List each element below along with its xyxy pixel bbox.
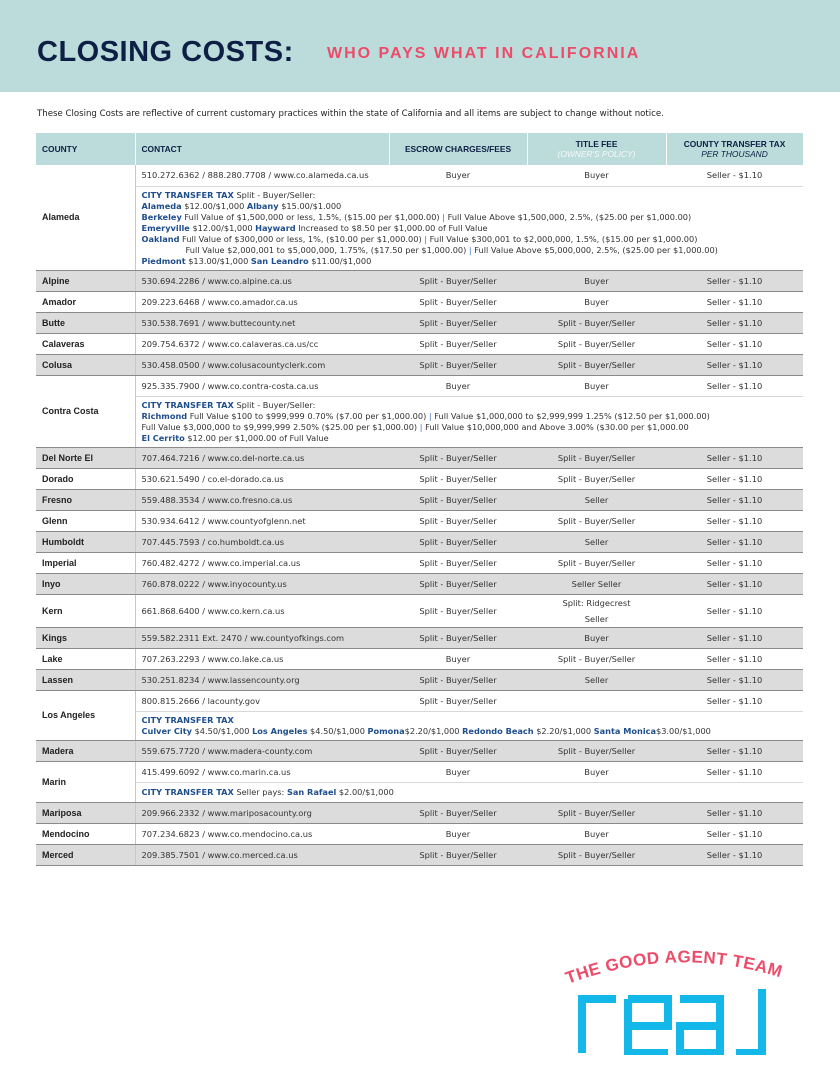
title-fee-value: Seller [527, 669, 666, 690]
escrow-value: Split - Buyer/Seller [389, 594, 527, 627]
table-row [36, 312, 803, 333]
county-name: Dorado [36, 468, 135, 489]
title-fee-value: Split - Buyer/Seller [527, 354, 666, 375]
transfer-tax-value: Seller - $1.10 [666, 375, 803, 396]
county-name: Imperial [36, 552, 135, 573]
note-label: CITY TRANSFER TAX [141, 399, 234, 410]
contact-info: 530.934.6412 / www.countyofglenn.net [135, 510, 389, 531]
escrow-value: Split - Buyer/Seller [389, 333, 527, 354]
county-name: Los Angeles [36, 690, 135, 740]
real-brand-logo [572, 985, 772, 1055]
contact-info: 707.445.7593 / co.humboldt.ca.us [135, 531, 389, 552]
escrow-value: Split - Buyer/Seller [389, 552, 527, 573]
transfer-tax-value: Seller - $1.10 [666, 489, 803, 510]
title-fee-value: Seller [527, 489, 666, 510]
transfer-tax-value: Seller - $1.10 [666, 270, 803, 291]
page-subtitle: WHO PAYS WHAT IN CALIFORNIA [327, 45, 641, 62]
escrow-value: Buyer [389, 761, 527, 782]
escrow-value: Split - Buyer/Seller [389, 312, 527, 333]
escrow-value: Buyer [389, 375, 527, 396]
table-row [36, 594, 803, 627]
transfer-tax-value: Seller - $1.10 [666, 333, 803, 354]
contact-info: 530.621.5490 / co.el-dorado.ca.us [135, 468, 389, 489]
transfer-tax-value: Seller - $1.10 [666, 165, 803, 186]
table-row [36, 690, 803, 711]
contact-info: 415.499.6092 / www.co.marin.ca.us [135, 761, 389, 782]
county-name: Madera [36, 740, 135, 761]
note-text: Full Value $1,000,000 to $2,999,999 1.25% ($12.50 per $1,000.00) [431, 410, 710, 421]
note-text: Seller pays: [233, 786, 287, 797]
note-text: Full Value Above $5,000,000, 2.5%, ($25.00 per $1,000.00) [471, 244, 718, 255]
logo-tagline: THE GOOD AGENT TEAM [562, 948, 785, 988]
county-name: Inyo [36, 573, 135, 594]
escrow-value: Split - Buyer/Seller [389, 270, 527, 291]
note-city: El Cerrito [141, 432, 185, 443]
note-text: Full Value of $1,500,000 or less, 1.5%, ($15.00 per $1,000.00) [181, 211, 443, 222]
title-fee-value: Buyer [527, 375, 666, 396]
table-row [36, 823, 803, 844]
note-separator: | [442, 211, 445, 222]
county-name: Colusa [36, 354, 135, 375]
title-fee-value: Buyer [527, 165, 666, 186]
transfer-tax-value: Seller - $1.10 [666, 468, 803, 489]
escrow-value: Split - Buyer/Seller [389, 740, 527, 761]
county-name: Mariposa [36, 802, 135, 823]
note-text: $13.00/$1,000 [185, 255, 251, 266]
note-separator: | [419, 421, 423, 432]
transfer-tax-value: Seller - $1.10 [666, 291, 803, 312]
city-transfer-tax-note [135, 782, 803, 802]
title-fee-value: Split - Buyer/Seller [527, 844, 666, 865]
note-text: $11.00/$1,000 [308, 255, 372, 266]
note-city: San Rafael [286, 786, 337, 797]
table-row [36, 531, 803, 552]
escrow-value: Split - Buyer/Seller [389, 489, 527, 510]
escrow-value: Split - Buyer/Seller [389, 802, 527, 823]
note-city: Los Angeles [252, 725, 308, 736]
contact-info: 530.694.2286 / www.co.alpine.ca.us [135, 270, 389, 291]
transfer-tax-sublabel: PER THOUSAND [701, 149, 768, 159]
title-fee-value: Split - Buyer/Seller [527, 510, 666, 531]
county-name: Contra Costa [36, 375, 135, 447]
note-text: $4.50/$1,000 [307, 725, 368, 736]
county-name: Glenn [36, 510, 135, 531]
city-transfer-tax-note [135, 186, 803, 270]
escrow-value: Split - Buyer/Seller [389, 690, 527, 711]
transfer-tax-value: Seller - $1.10 [666, 761, 803, 782]
col-header-county: COUNTY [36, 133, 135, 165]
note-text: Split - Buyer/Seller: [233, 189, 316, 200]
county-name: Fresno [36, 489, 135, 510]
title-fee-value [527, 690, 666, 711]
transfer-tax-value: Seller - $1.10 [666, 823, 803, 844]
title-fee-value: Buyer [527, 761, 666, 782]
escrow-value: Split - Buyer/Seller [389, 573, 527, 594]
transfer-tax-value: Seller - $1.10 [666, 552, 803, 573]
note-label: CITY TRANSFER TAX [141, 786, 234, 797]
county-name: Merced [36, 844, 135, 865]
contact-info: 760.878.0222 / www.inyocounty.us [135, 573, 389, 594]
county-name: Calaveras [36, 333, 135, 354]
note-separator: | [424, 233, 428, 244]
transfer-tax-value: Seller - $1.10 [666, 312, 803, 333]
title-fee-label: TITLE FEE [575, 139, 618, 149]
table-row-note [36, 782, 803, 802]
escrow-value: Split - Buyer/Seller [389, 627, 527, 648]
note-city: Redondo Beach [462, 725, 534, 736]
escrow-value: Split - Buyer/Seller [389, 291, 527, 312]
table-row [36, 761, 803, 782]
county-name: Amador [36, 291, 135, 312]
note-text: $2.00/$1,000 [336, 786, 394, 797]
note-text: $12.00/$1,000 [181, 200, 247, 211]
note-text: $2.20/$1,000 [404, 725, 463, 736]
contact-info: 760.482.4272 / www.co.imperial.ca.us [135, 552, 389, 573]
table-row [36, 447, 803, 468]
title-fee-line: Seller [584, 613, 609, 624]
title-fee-value: Seller Seller [527, 573, 666, 594]
table-row [36, 627, 803, 648]
table-row [36, 270, 803, 291]
county-name: Humboldt [36, 531, 135, 552]
escrow-value: Split - Buyer/Seller [389, 844, 527, 865]
title-fee-value: Split - Buyer/Seller [527, 740, 666, 761]
table-row [36, 802, 803, 823]
transfer-tax-value: Seller - $1.10 [666, 354, 803, 375]
contact-info: 209.385.7501 / www.co.merced.ca.us [135, 844, 389, 865]
title-fee-value: Split - Buyer/Seller [527, 333, 666, 354]
city-transfer-tax-note [135, 396, 803, 447]
title-fee-value: Buyer [527, 627, 666, 648]
title-fee-value: Split - Buyer/Seller [527, 468, 666, 489]
contact-info: 800.815.2666 / lacounty.gov [135, 690, 389, 711]
transfer-tax-value: Seller - $1.10 [666, 447, 803, 468]
transfer-tax-value: Seller - $1.10 [666, 802, 803, 823]
note-text: Full Value $3,000,000 to $9,999,999 2.50% ($25.00 per $1,000.00) [141, 421, 420, 432]
escrow-value: Buyer [389, 648, 527, 669]
contact-info: 510.272.6362 / 888.280.7708 / www.co.alameda.ca.us [135, 165, 389, 186]
note-text: $12.00/$1,000 [189, 222, 256, 233]
contact-info: 559.582.2311 Ext. 2470 / ww.countyofkings.com [135, 627, 389, 648]
title-fee-value: Seller [527, 531, 666, 552]
note-label: CITY TRANSFER TAX [141, 189, 234, 200]
escrow-value: Split - Buyer/Seller [389, 669, 527, 690]
county-name: Lassen [36, 669, 135, 690]
table-row [36, 844, 803, 865]
transfer-tax-value: Seller - $1.10 [666, 690, 803, 711]
note-city: Albany [246, 200, 279, 211]
title-fee-value: Split - Buyer/Seller [527, 447, 666, 468]
title-fee-value: Buyer [527, 270, 666, 291]
county-name: Alameda [36, 165, 135, 270]
note-city: Santa Monica [593, 725, 657, 736]
note-city: San Leandro [250, 255, 309, 266]
contact-info: 209.223.6468 / www.co.amador.ca.us [135, 291, 389, 312]
note-city: Oakland [141, 233, 180, 244]
escrow-value: Buyer [389, 165, 527, 186]
transfer-tax-value: Seller - $1.10 [666, 844, 803, 865]
county-name: Kings [36, 627, 135, 648]
note-text: Full Value $300,001 to $2,000,000, 1.5%, ($15.00 per $1,000.00) [427, 233, 698, 244]
note-text: $3.00/$1,000 [656, 725, 711, 736]
note-text: Full Value $100 to $999,999 0.70% ($7.00 per $1,000.00) [187, 410, 429, 421]
note-text: $2.20/$1,000 [533, 725, 594, 736]
col-header-contact: CONTACT [135, 133, 389, 165]
table-row [36, 291, 803, 312]
col-header-title-fee [527, 133, 666, 165]
contact-info: 707.234.6823 / www.co.mendocino.ca.us [135, 823, 389, 844]
table-row [36, 648, 803, 669]
county-name: Del Norte El [36, 447, 135, 468]
transfer-tax-value: Seller - $1.10 [666, 594, 803, 627]
contact-info: 530.251.8234 / www.lassencounty.org [135, 669, 389, 690]
contact-info: 661.868.6400 / www.co.kern.ca.us [135, 594, 389, 627]
escrow-value: Buyer [389, 823, 527, 844]
contact-info: 707.263.2293 / www.co.lake.ca.us [135, 648, 389, 669]
contact-info: 925.335.7900 / www.co.contra-costa.ca.us [135, 375, 389, 396]
transfer-tax-value: Seller - $1.10 [666, 648, 803, 669]
note-text: Full Value of $300,000 or less, 1%, ($10.00 per $1,000.00) [179, 233, 425, 244]
note-text: Full Value $10,000,000 and Above 3.00% ($30.00 per $1,000.00 [422, 421, 689, 432]
title-fee-value: Split - Buyer/Seller [527, 552, 666, 573]
note-text: $15.00/$1.000 [278, 200, 342, 211]
title-fee-value: Buyer [527, 823, 666, 844]
table-row [36, 740, 803, 761]
contact-info: 559.488.3534 / www.co.fresno.ca.us [135, 489, 389, 510]
contact-info: 209.966.2332 / www.mariposacounty.org [135, 802, 389, 823]
contact-info: 530.538.7691 / www.buttecounty.net [135, 312, 389, 333]
note-label: CITY TRANSFER TAX [141, 714, 234, 725]
note-city: Culver City [141, 725, 192, 736]
table-row [36, 354, 803, 375]
escrow-value: Split - Buyer/Seller [389, 354, 527, 375]
note-city: Pomona [367, 725, 405, 736]
contact-info: 559.675.7720 / www.madera-county.com [135, 740, 389, 761]
disclaimer-text: These Closing Costs are reflective of current customary practices within the state of California and all items are subject to change without notice. [37, 109, 664, 119]
escrow-value: Split - Buyer/Seller [389, 447, 527, 468]
table-row [36, 552, 803, 573]
note-text: Split - Buyer/Seller: [233, 399, 316, 410]
county-name: Alpine [36, 270, 135, 291]
transfer-tax-value: Seller - $1.10 [666, 627, 803, 648]
real-wordmark-icon [582, 989, 762, 1053]
table-row [36, 510, 803, 531]
title-fee-value: Split - Buyer/Seller [527, 312, 666, 333]
city-transfer-tax-note [135, 711, 803, 740]
transfer-tax-value: Seller - $1.10 [666, 510, 803, 531]
table-header-row [36, 133, 803, 165]
note-city: Berkeley [141, 211, 182, 222]
county-name: Marin [36, 761, 135, 802]
page-title: CLOSING COSTS: [37, 36, 294, 68]
escrow-value: Split - Buyer/Seller [389, 468, 527, 489]
note-separator: | [468, 244, 472, 255]
table-row [36, 468, 803, 489]
county-name: Kern [36, 594, 135, 627]
col-header-escrow: ESCROW CHARGES/FEES [389, 133, 527, 165]
good-agent-team-logo [560, 948, 790, 988]
table-row [36, 573, 803, 594]
title-fee-line: Split: Ridgecrest [562, 597, 631, 608]
escrow-value: Split - Buyer/Seller [389, 510, 527, 531]
transfer-tax-value: Seller - $1.10 [666, 573, 803, 594]
contact-info: 707.464.7216 / www.co.del-norte.ca.us [135, 447, 389, 468]
note-city: Richmond [141, 410, 188, 421]
title-fee-value: Buyer [527, 291, 666, 312]
table-row-note [36, 396, 803, 447]
transfer-tax-label: COUNTY TRANSFER TAX [683, 139, 786, 149]
transfer-tax-value: Seller - $1.10 [666, 669, 803, 690]
transfer-tax-value: Seller - $1.10 [666, 740, 803, 761]
title-fee-value: Split - Buyer/Seller [527, 802, 666, 823]
closing-costs-table [36, 133, 804, 866]
title-fee-value [527, 594, 666, 627]
county-name: Lake [36, 648, 135, 669]
note-text: $4.50/$1,000 [192, 725, 253, 736]
note-city: Piedmont [141, 255, 186, 266]
contact-info: 530.458.0500 / www.colusacountyclerk.com [135, 354, 389, 375]
note-text: $12.00 per $1,000.00 of Full Value [184, 432, 329, 443]
escrow-value: Split - Buyer/Seller [389, 531, 527, 552]
note-separator: | [428, 410, 432, 421]
county-name: Butte [36, 312, 135, 333]
col-header-transfer-tax [666, 133, 803, 165]
title-fee-value: Split - Buyer/Seller [527, 648, 666, 669]
table-row [36, 165, 803, 186]
county-name: Mendocino [36, 823, 135, 844]
table-row [36, 669, 803, 690]
note-city: Hayward [255, 222, 296, 233]
note-text: Full Value $2,000,001 to $5,000,000, 1.75%, ($17.50 per $1,000.00) [185, 244, 469, 255]
title-fee-sublabel: (OWNER'S POLICY) [557, 149, 636, 159]
contact-info: 209.754.6372 / www.co.calaveras.ca.us/cc [135, 333, 389, 354]
table-row [36, 375, 803, 396]
note-city: Alameda [141, 200, 182, 211]
table-row [36, 333, 803, 354]
table-row-note [36, 711, 803, 740]
note-text: Increased to $8.50 per $1,000.00 of Full Value [295, 222, 488, 233]
note-text: Full Value Above $1,500,000, 2.5%, ($25.00 per $1,000.00) [445, 211, 692, 222]
table-row [36, 489, 803, 510]
transfer-tax-value: Seller - $1.10 [666, 531, 803, 552]
note-city: Emeryville [141, 222, 190, 233]
table-row-note [36, 186, 803, 270]
